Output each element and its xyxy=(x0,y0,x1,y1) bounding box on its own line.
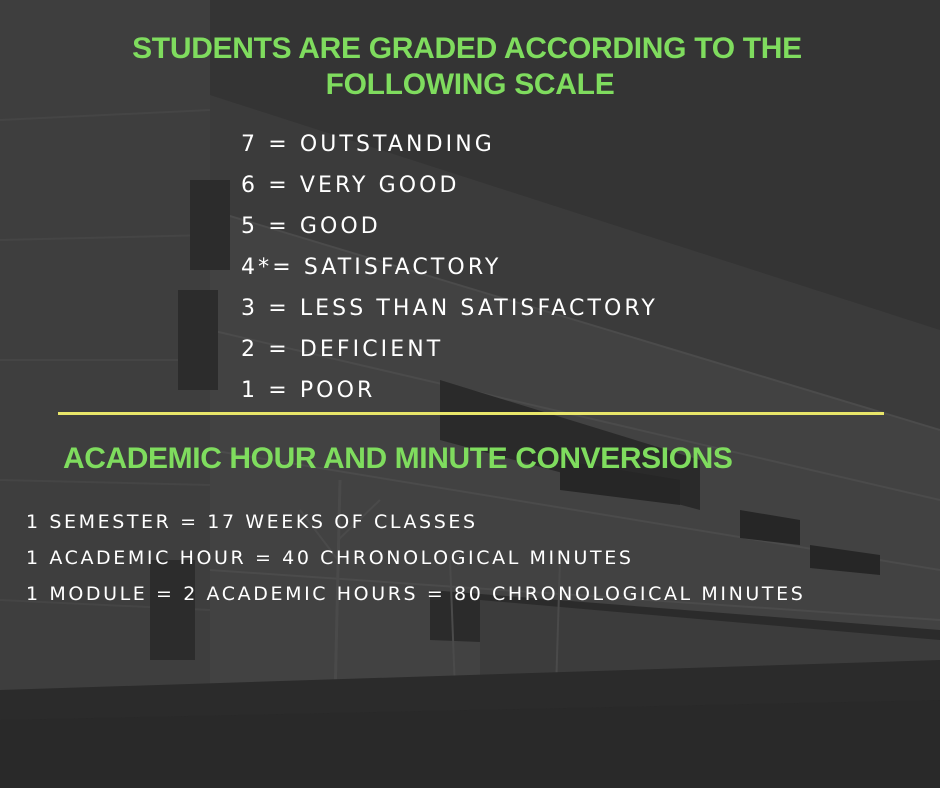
conversion-semester: 1 SEMESTER = 17 WEEKS OF CLASSES xyxy=(26,511,478,533)
grade-2: 2 = DEFICIENT xyxy=(241,337,444,362)
conversion-academic-hour: 1 ACADEMIC HOUR = 40 CHRONOLOGICAL MINUTES xyxy=(26,547,634,569)
grading-scale-heading-line-1: STUDENTS ARE GRADED ACCORDING TO THE xyxy=(132,32,802,65)
grade-7: 7 = OUTSTANDING xyxy=(241,132,495,157)
grading-scale-heading-line-2: FOLLOWING SCALE xyxy=(325,68,615,101)
grade-4: 4*= SATISFACTORY xyxy=(241,255,502,280)
grade-5: 5 = GOOD xyxy=(241,214,381,239)
grade-3: 3 = LESS THAN SATISFACTORY xyxy=(241,296,658,321)
section-divider xyxy=(58,412,884,415)
conversion-module: 1 MODULE = 2 ACADEMIC HOURS = 80 CHRONOLOGICAL MINUTES xyxy=(26,583,806,605)
grade-1: 1 = POOR xyxy=(241,378,376,403)
conversions-list xyxy=(26,504,805,612)
conversions-heading: ACADEMIC HOUR AND MINUTE CONVERSIONS xyxy=(63,442,733,475)
grade-6: 6 = VERY GOOD xyxy=(241,173,460,198)
grading-scale-list xyxy=(241,124,658,411)
